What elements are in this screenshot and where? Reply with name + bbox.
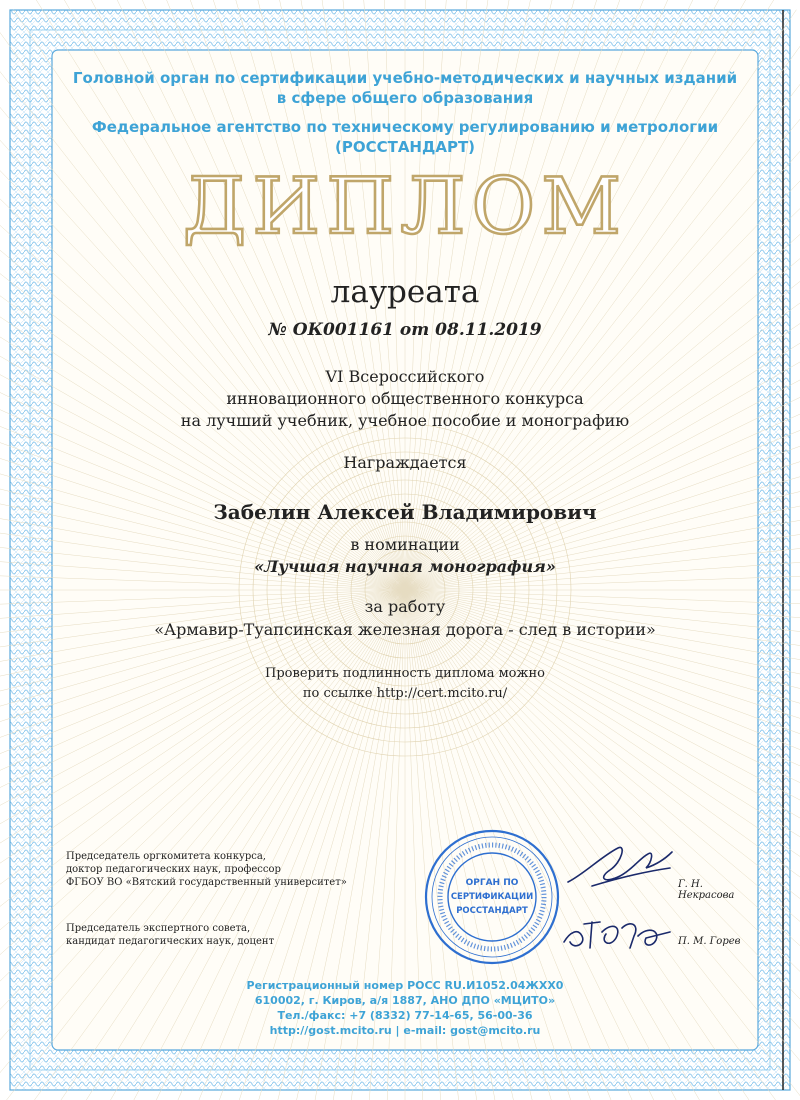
signature-gorev bbox=[560, 902, 675, 962]
diploma-title: ДИПЛОМ bbox=[182, 162, 628, 252]
certification-stamp bbox=[422, 827, 562, 967]
chair-expert-council: Председатель экспертного совета, кандидат педагогических наук, доцент bbox=[66, 923, 275, 947]
verification-note: Проверить подлинность диплома можно по ссылке http://cert.mcito.ru/ bbox=[265, 666, 545, 701]
work-title: «Армавир-Туапсинская железная дорога - след в истории» bbox=[154, 620, 656, 639]
signature-nekrasova bbox=[562, 838, 677, 898]
awarded-label: Награждается bbox=[343, 453, 467, 472]
agency-heading: Федеральное агентство по техническому регулированию и метрологии (РОССТАНДАРТ) bbox=[91, 118, 719, 156]
stamp-line-3: РОССТАНДАРТ bbox=[456, 906, 528, 916]
laureate-subtitle: лауреата bbox=[330, 274, 480, 310]
recipient-name: Забелин Алексей Владимирович bbox=[213, 500, 597, 524]
work-label: за работу bbox=[364, 597, 446, 616]
contest-description: VI Всероссийского инновационного общественного конкурса на лучший учебник, учебное пособие и монографию bbox=[180, 367, 630, 430]
nomination-title: «Лучшая научная монография» bbox=[254, 557, 556, 576]
diploma-sheet bbox=[52, 50, 758, 1050]
nomination-label: в номинации bbox=[350, 535, 460, 554]
issuer-heading: Головной орган по сертификации учебно-методических и научных изданий в сфере общего образования bbox=[72, 69, 738, 107]
signer-name-2: П. М. Горев bbox=[678, 936, 741, 947]
chair-org-committee: Председатель оргкомитета конкурса, доктор педагогических наук, профессор ФГБОУ ВО «Вятский государственный университет» bbox=[66, 851, 347, 888]
registration-footer: Регистрационный номер РОСС RU.И1052.04ЖХХ0 610002, г. Киров, а/я 1887, АНО ДПО «МЦИТО» Тел./факс: +7 (8332) 77-14-65, 56-00-36 http://gost.mcito.ru | e-mail: gost@mcito.ru bbox=[246, 979, 564, 1037]
signer-name-1: Г. Н. Некрасова bbox=[678, 879, 735, 901]
diploma-number: № ОК001161 от 08.11.2019 bbox=[268, 320, 542, 340]
stamp-line-2: СЕРТИФИКАЦИИ bbox=[450, 892, 534, 902]
stamp-line-1: ОРГАН ПО bbox=[465, 878, 519, 888]
